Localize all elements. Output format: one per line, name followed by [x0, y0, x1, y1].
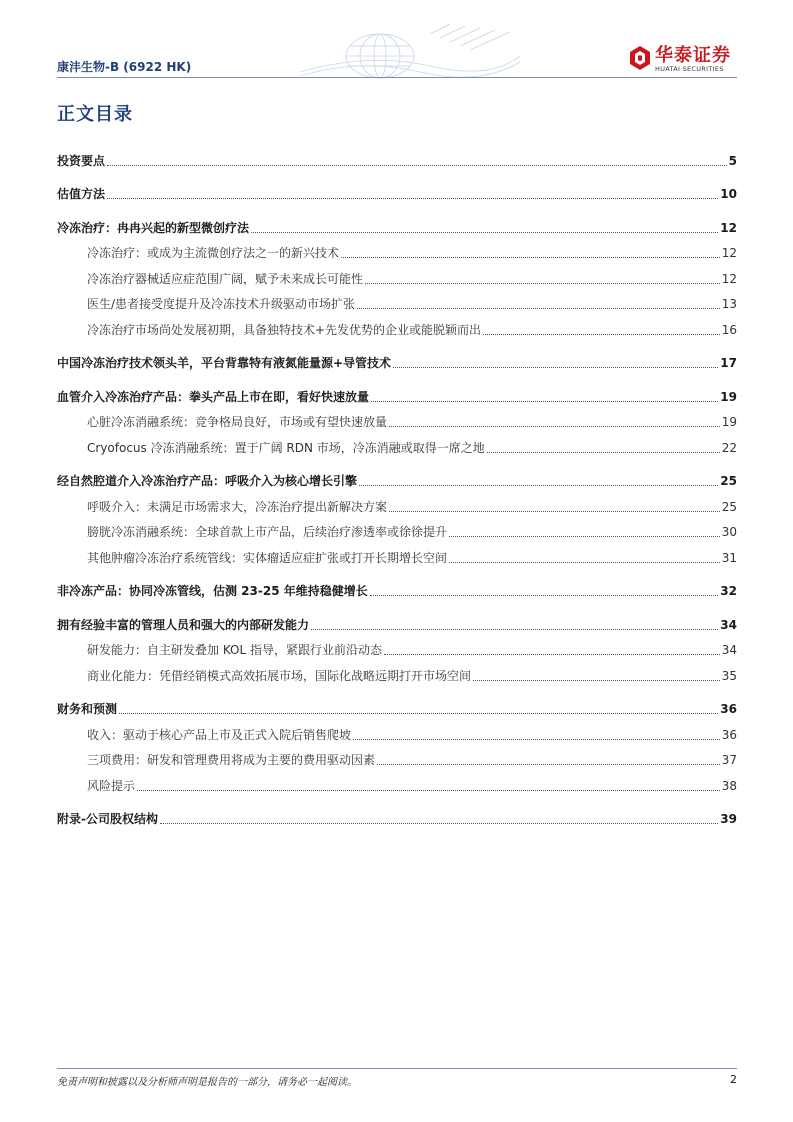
toc-subsection[interactable]	[57, 405, 737, 431]
toc-entry-title: 附录-公司股权结构	[57, 812, 158, 826]
toc-dot-leader	[371, 400, 718, 402]
toc-section[interactable]	[57, 210, 737, 236]
toc-dot-leader	[359, 484, 718, 486]
toc-subsection[interactable]	[57, 658, 737, 684]
huatai-logo-icon	[628, 44, 652, 72]
toc-dot-leader	[119, 712, 718, 714]
toc-entry-title: 冷冻治疗器械适应症范围广阔，赋予未来成长可能性	[87, 271, 364, 286]
toc-entry-title: 冷冻治疗市场尚处发展初期，具备独特技术+先发优势的企业或能脱颖而出	[87, 322, 482, 337]
company-name: 康沣生物-B (6922 HK)	[57, 60, 192, 74]
toc-page-number: 34	[721, 643, 737, 657]
toc-dot-leader	[160, 822, 718, 824]
toc-entry-title: 投资要点	[57, 153, 106, 168]
toc-entry-title: 三项费用：研发和管理费用将成为主要的费用驱动因素	[87, 753, 376, 767]
toc-entry-title: 收入：驱动于核心产品上市及正式入院后销售爬坡	[87, 727, 352, 742]
header-divider	[57, 77, 737, 78]
toc-dot-leader	[377, 763, 720, 765]
page-title: 正文目录	[57, 104, 133, 125]
toc-entry-title: 拥有经验丰富的管理人员和强大的内部研发能力	[57, 617, 310, 632]
toc-dot-leader	[353, 738, 720, 740]
toc-dot-leader	[393, 366, 718, 368]
toc-subsection[interactable]	[57, 540, 737, 566]
toc-entry-title: 经自然腔道介入冷冻治疗产品：呼吸介入为核心增长引擎	[57, 474, 358, 488]
toc-subsection[interactable]	[57, 633, 737, 659]
toc-dot-leader	[251, 231, 718, 233]
toc-dot-leader	[370, 594, 719, 596]
toc-dot-leader	[137, 789, 720, 791]
footer-divider	[57, 1068, 737, 1069]
toc-page-number: 17	[720, 356, 737, 370]
toc-dot-leader	[311, 628, 718, 630]
toc-page-number: 12	[720, 220, 737, 235]
toc-subsection[interactable]	[57, 743, 737, 769]
toc-page-number: 22	[721, 440, 737, 455]
huatai-logo	[628, 40, 738, 76]
toc-dot-leader	[449, 561, 720, 563]
toc-dot-leader	[389, 510, 720, 512]
toc-page-number: 31	[721, 550, 737, 565]
toc-subsection[interactable]	[57, 430, 737, 456]
toc-entry-title: 非冷冻产品：协同冷冻管线，估测 23-25 年维持稳健增长	[57, 584, 368, 598]
toc-entry-title: 冷冻治疗：冉冉兴起的新型微创疗法	[57, 220, 250, 235]
toc-section[interactable]	[57, 574, 737, 600]
page-header	[0, 0, 793, 84]
toc-entry-title: 血管介入冷冻治疗产品：拳头产品上市在即，看好快速放量	[57, 389, 370, 404]
toc-entry-title: 估值方法	[57, 187, 106, 201]
toc-page-number: 34	[720, 617, 737, 632]
toc-entry-title: 膀胱冷冻消融系统：全球首款上市产品，后续治疗渗透率或徐徐提升	[87, 525, 448, 539]
logo-english-text: HUATAI SECURITIES	[655, 65, 724, 73]
toc-page-number: 19	[721, 415, 737, 429]
toc-page-number: 36	[721, 727, 737, 742]
toc-dot-leader	[389, 425, 720, 427]
toc-entry-title: 商业化能力：凭借经销模式高效拓展市场，国际化战略远期打开市场空间	[87, 668, 472, 683]
toc-entry-title: 研发能力：自主研发叠加 KOL 指导，紧跟行业前沿动态	[87, 643, 382, 657]
table-of-contents	[57, 143, 737, 827]
toc-dot-leader	[449, 535, 720, 537]
toc-subsection[interactable]	[57, 236, 737, 262]
toc-page-number: 12	[721, 246, 737, 260]
toc-subsection[interactable]	[57, 312, 737, 338]
toc-dot-leader	[107, 164, 727, 166]
toc-dot-leader	[107, 197, 718, 199]
toc-section[interactable]	[57, 346, 737, 372]
toc-subsection[interactable]	[57, 287, 737, 313]
toc-section[interactable]	[57, 464, 737, 490]
toc-subsection[interactable]	[57, 515, 737, 541]
toc-entry-title: 心脏冷冻消融系统：竞争格局良好，市场或有望快速放量	[87, 415, 388, 429]
toc-page-number: 13	[721, 297, 737, 311]
toc-section[interactable]	[57, 143, 737, 169]
toc-page-number: 39	[720, 812, 737, 826]
toc-section[interactable]	[57, 379, 737, 405]
toc-entry-title: 冷冻治疗：或成为主流微创疗法之一的新兴技术	[87, 246, 340, 260]
toc-entry-title: Cryofocus 冷冻消融系统：置于广阔 RDN 市场，冷冻消融或取得一席之地	[87, 440, 485, 455]
toc-section[interactable]	[57, 607, 737, 633]
globe-watermark-icon	[300, 22, 520, 80]
toc-subsection[interactable]	[57, 768, 737, 794]
toc-entry-title: 中国冷冻治疗技术领头羊，平台背靠特有液氮能量源+导管技术	[57, 356, 392, 370]
toc-dot-leader	[384, 653, 720, 655]
toc-page-number: 5	[728, 153, 737, 168]
toc-dot-leader	[473, 679, 720, 681]
logo-chinese-text: 华泰证券	[655, 45, 731, 66]
page-number: 2	[730, 1073, 737, 1086]
toc-page-number: 32	[720, 584, 737, 598]
toc-subsection[interactable]	[57, 261, 737, 287]
toc-page-number: 36	[720, 702, 737, 716]
toc-dot-leader	[365, 282, 720, 284]
toc-dot-leader	[487, 451, 720, 453]
toc-page-number: 19	[720, 389, 737, 404]
toc-entry-title: 其他肿瘤冷冻治疗系统管线：实体瘤适应症扩张或打开长期增长空间	[87, 550, 448, 565]
toc-entry-title: 财务和预测	[57, 702, 118, 716]
toc-dot-leader	[357, 307, 720, 309]
toc-section[interactable]	[57, 692, 737, 718]
toc-page-number: 25	[721, 499, 737, 514]
toc-entry-title: 呼吸介入：未满足市场需求大，冷冻治疗提出新解决方案	[87, 499, 388, 514]
toc-page-number: 38	[721, 778, 737, 793]
toc-subsection[interactable]	[57, 717, 737, 743]
toc-page-number: 12	[721, 271, 737, 286]
toc-page-number: 16	[721, 322, 737, 337]
toc-section[interactable]	[57, 802, 737, 828]
toc-page-number: 35	[721, 668, 737, 683]
toc-section[interactable]	[57, 177, 737, 203]
toc-entry-title: 医生/患者接受度提升及冷冻技术升级驱动市场扩张	[87, 297, 356, 311]
toc-dot-leader	[483, 333, 720, 335]
toc-page-number: 25	[720, 474, 737, 488]
toc-page-number: 37	[721, 753, 737, 767]
toc-subsection[interactable]	[57, 489, 737, 515]
toc-page-number: 30	[721, 525, 737, 539]
footer-disclaimer: 免责声明和披露以及分析师声明是报告的一部分，请务必一起阅读。	[57, 1077, 357, 1088]
toc-entry-title: 风险提示	[87, 778, 136, 793]
toc-dot-leader	[341, 256, 720, 258]
toc-page-number: 10	[720, 187, 737, 201]
